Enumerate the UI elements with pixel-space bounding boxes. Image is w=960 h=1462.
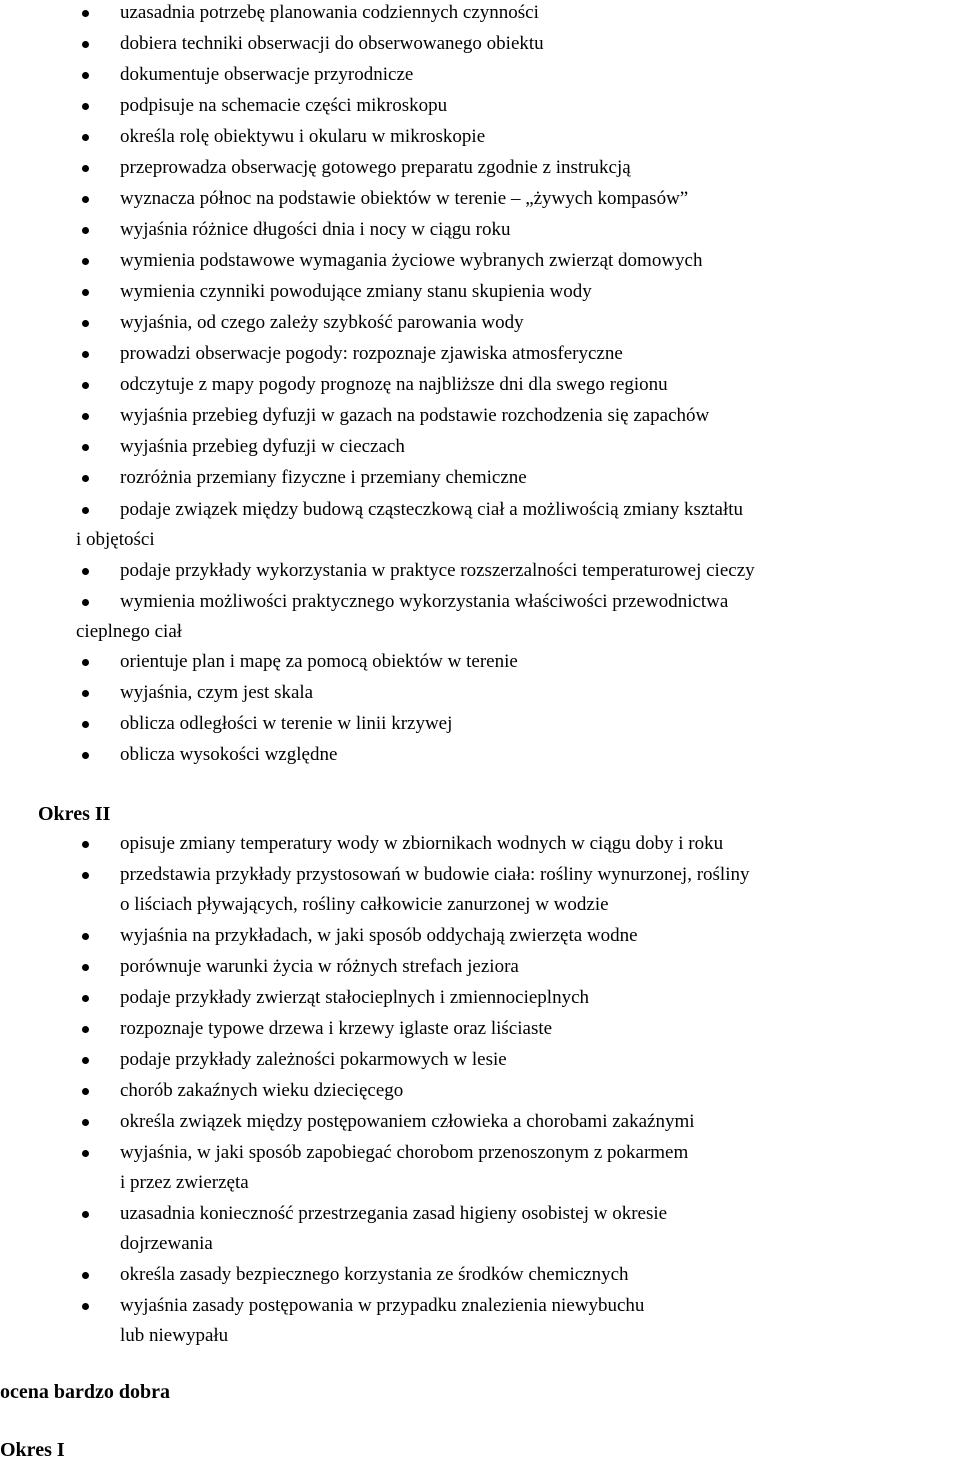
- list-item: prowadzi obserwacje pogody: rozpoznaje zjawiska atmosferyczne: [120, 343, 623, 364]
- list-item: rozróżnia przemiany fizyczne i przemiany chemiczne: [120, 467, 527, 488]
- bullet-icon: [82, 690, 89, 697]
- list-item: dokumentuje obserwacje przyrodnicze: [120, 64, 414, 85]
- list-item: oblicza wysokości względne: [120, 744, 338, 765]
- list-item: wyjaśnia, w jaki sposób zapobiegać chorobom przenoszonym z pokarmem: [120, 1142, 689, 1163]
- bullet-icon: [82, 196, 89, 203]
- grade-heading: ocena bardzo dobra: [0, 1381, 170, 1403]
- list-item: odczytuje z mapy pogody prognozę na najbliższe dni dla swego regionu: [120, 374, 668, 395]
- list-item: wyjaśnia przebieg dyfuzji w cieczach: [120, 436, 405, 457]
- bullet-icon: [82, 507, 89, 514]
- list-item: wyjaśnia na przykładach, w jaki sposób oddychają zwierzęta wodne: [120, 925, 638, 946]
- list-item: przeprowadza obserwację gotowego preparatu zgodnie z instrukcją: [120, 157, 631, 178]
- bullet-icon: [82, 413, 89, 420]
- bullet-icon: [82, 964, 89, 971]
- bullet-icon: [82, 841, 89, 848]
- list-item: wyjaśnia, czym jest skala: [120, 682, 314, 703]
- list-item: opisuje zmiany temperatury wody w zbiornikach wodnych w ciągu doby i roku: [120, 833, 724, 854]
- list-item: przedstawia przykłady przystosowań w budowie ciała: rośliny wynurzonej, rośliny: [120, 864, 750, 885]
- bullet-icon: [82, 320, 89, 327]
- list-item: wymienia podstawowe wymagania życiowe wybranych zwierząt domowych: [120, 250, 703, 271]
- bullet-icon: [82, 659, 89, 666]
- list-item-continuation: i objętości: [76, 529, 155, 550]
- list-item-continuation: lub niewypału: [120, 1325, 229, 1346]
- list-item: określa zasady bezpiecznego korzystania ze środków chemicznych: [120, 1264, 629, 1285]
- bullet-icon: [82, 227, 89, 234]
- bullet-icon: [82, 72, 89, 79]
- list-item: wyjaśnia różnice długości dnia i nocy w ciągu roku: [120, 219, 511, 240]
- bullet-icon: [82, 1057, 89, 1064]
- bullet-icon: [82, 41, 89, 48]
- period-heading: Okres I: [0, 1439, 65, 1461]
- list-item: podpisuje na schemacie części mikroskopu: [120, 95, 448, 116]
- bullet-icon: [82, 599, 89, 606]
- bullet-icon: [82, 475, 89, 482]
- bullet-icon: [82, 872, 89, 879]
- list-item-continuation: o liściach pływających, rośliny całkowicie zanurzonej w wodzie: [120, 894, 609, 915]
- bullet-icon: [82, 10, 89, 17]
- bullet-icon: [82, 444, 89, 451]
- list-item: określa związek między postępowaniem człowieka a chorobami zakaźnymi: [120, 1111, 695, 1132]
- list-item: dobiera techniki obserwacji do obserwowanego obiektu: [120, 33, 544, 54]
- list-item: określa rolę obiektywu i okularu w mikroskopie: [120, 126, 486, 147]
- list-item: wyjaśnia, od czego zależy szybkość parowania wody: [120, 312, 524, 333]
- bullet-icon: [82, 134, 89, 141]
- list-item: wyjaśnia zasady postępowania w przypadku znalezienia niewybuchu: [120, 1295, 645, 1316]
- bullet-icon: [82, 1026, 89, 1033]
- list-item-continuation: dojrzewania: [120, 1233, 213, 1254]
- bullet-icon: [82, 721, 89, 728]
- list-item: podaje przykłady zależności pokarmowych w lesie: [120, 1049, 507, 1070]
- list-item: podaje przykłady wykorzystania w praktyce rozszerzalności temperaturowej cieczy: [120, 560, 755, 581]
- list-item: rozpoznaje typowe drzewa i krzewy iglaste oraz liściaste: [120, 1018, 553, 1039]
- list-item: uzasadnia potrzebę planowania codziennych czynności: [120, 2, 539, 23]
- list-item: wymienia czynniki powodujące zmiany stanu skupienia wody: [120, 281, 592, 302]
- bullet-icon: [82, 995, 89, 1002]
- list-item: podaje związek między budową cząsteczkową ciał a możliwością zmiany kształtu: [120, 499, 744, 520]
- list-item-continuation: i przez zwierzęta: [120, 1172, 249, 1193]
- bullet-icon: [82, 1150, 89, 1157]
- section-heading: Okres II: [38, 803, 111, 825]
- bullet-icon: [82, 1272, 89, 1279]
- list-item-continuation: cieplnego ciał: [76, 621, 183, 642]
- bullet-icon: [82, 382, 89, 389]
- list-item: orientuje plan i mapę za pomocą obiektów w terenie: [120, 651, 518, 672]
- bullet-icon: [82, 165, 89, 172]
- bullet-icon: [82, 1119, 89, 1126]
- list-item: porównuje warunki życia w różnych strefach jeziora: [120, 956, 519, 977]
- list-item: podaje przykłady zwierząt stałocieplnych i zmiennocieplnych: [120, 987, 590, 1008]
- list-item: chorób zakaźnych wieku dziecięcego: [120, 1080, 404, 1101]
- bullet-icon: [82, 103, 89, 110]
- bullet-icon: [82, 289, 89, 296]
- list-item: oblicza odległości w terenie w linii krzywej: [120, 713, 453, 734]
- list-item: wyjaśnia przebieg dyfuzji w gazach na podstawie rozchodzenia się zapachów: [120, 405, 710, 426]
- bullet-icon: [82, 1211, 89, 1218]
- list-item: wymienia możliwości praktycznego wykorzystania właściwości przewodnictwa: [120, 591, 729, 612]
- bullet-icon: [82, 258, 89, 265]
- bullet-icon: [82, 351, 89, 358]
- bullet-icon: [82, 1303, 89, 1310]
- bullet-icon: [82, 568, 89, 575]
- list-item: wyznacza północ na podstawie obiektów w terenie – „żywych kompasów”: [120, 188, 689, 209]
- bullet-icon: [82, 1088, 89, 1095]
- bullet-icon: [82, 752, 89, 759]
- list-item: uzasadnia konieczność przestrzegania zasad higieny osobistej w okresie: [120, 1203, 668, 1224]
- bullet-icon: [82, 933, 89, 940]
